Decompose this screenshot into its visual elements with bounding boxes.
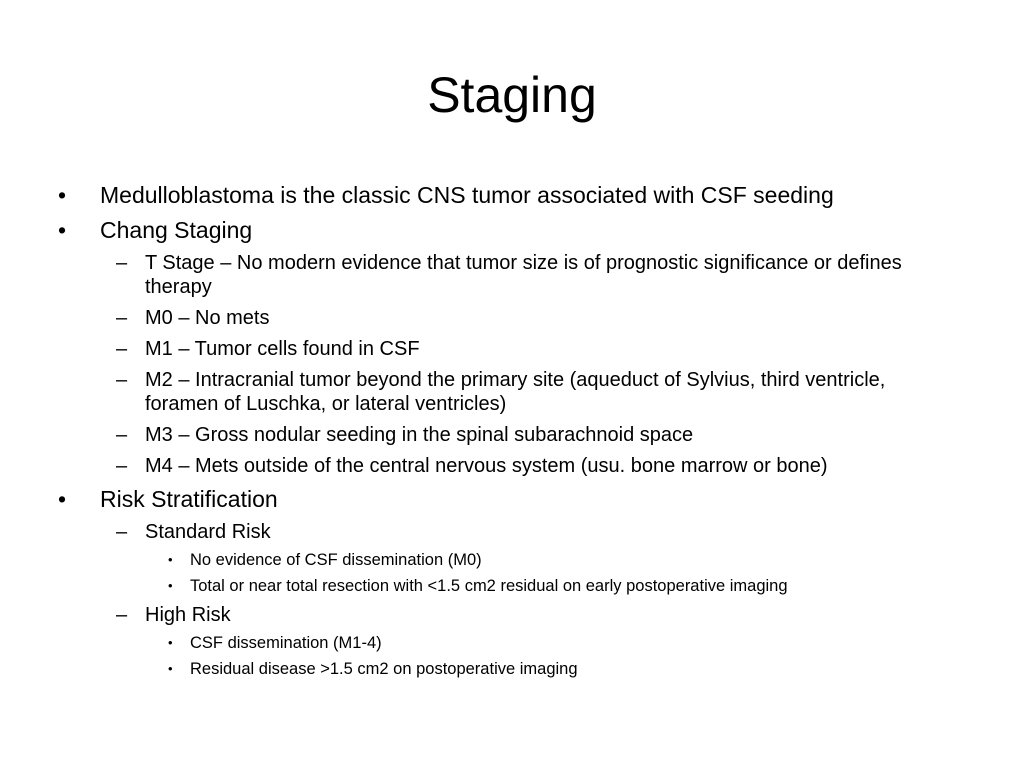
slide-title: Staging xyxy=(427,67,597,123)
sub-item-text: M1 – Tumor cells found in CSF xyxy=(145,338,420,360)
sub-sub-item-high-2 xyxy=(0,659,1024,679)
sub-sub-item-text: No evidence of CSF dissemination (M0) xyxy=(190,551,482,569)
sub-item-t-stage xyxy=(0,251,1024,299)
sub-item-text: T Stage – No modern evidence that tumor size is of prognostic significance or defines therapy xyxy=(145,252,902,298)
sub-item-m3 xyxy=(0,423,1024,447)
sub-item-text: Standard Risk xyxy=(145,521,271,543)
bullet-text: Risk Stratification xyxy=(100,486,278,512)
dash-marker: – xyxy=(116,521,128,543)
bullet-marker: • xyxy=(168,635,173,650)
sub-sub-item-text: CSF dissemination (M1-4) xyxy=(190,634,382,652)
dash-marker: – xyxy=(116,369,128,391)
dash-marker: – xyxy=(116,252,128,274)
bullet-text: Medulloblastoma is the classic CNS tumor associated with CSF seeding xyxy=(100,182,834,208)
bullet-marker: • xyxy=(168,578,173,593)
sub-item-high-risk xyxy=(0,603,1024,627)
bullet-marker: • xyxy=(58,486,67,512)
sub-item-m0 xyxy=(0,306,1024,330)
bullet-marker: • xyxy=(58,182,67,208)
dash-marker: – xyxy=(116,455,128,477)
bullet-risk-stratification xyxy=(0,482,1024,517)
dash-marker: – xyxy=(116,307,128,329)
slide-body xyxy=(0,178,1024,679)
sub-item-text: M2 – Intracranial tumor beyond the primary site (aqueduct of Sylvius, third ventricle, foramen of Luschka, or lateral ventricles) xyxy=(145,369,886,415)
dash-marker: – xyxy=(116,604,128,626)
bullet-marker: • xyxy=(168,552,173,567)
sub-item-text: M3 – Gross nodular seeding in the spinal subarachnoid space xyxy=(145,424,694,446)
sub-item-standard-risk xyxy=(0,520,1024,544)
sub-sub-item-standard-2 xyxy=(0,576,1024,596)
sub-item-text: M4 – Mets outside of the central nervous system (usu. bone marrow or bone) xyxy=(145,455,828,477)
bullet-marker: • xyxy=(58,217,67,243)
dash-marker: – xyxy=(116,338,128,360)
sub-item-m4 xyxy=(0,454,1024,478)
sub-sub-item-text: Total or near total resection with <1.5 cm2 residual on early postoperative imaging xyxy=(190,577,788,595)
sub-sub-item-high-1 xyxy=(0,633,1024,653)
bullet-text: Chang Staging xyxy=(100,217,253,243)
sub-item-text: High Risk xyxy=(145,604,231,626)
bullet-marker: • xyxy=(168,661,173,676)
sub-sub-item-text: Residual disease >1.5 cm2 on postoperative imaging xyxy=(190,660,578,678)
bullet-chang-staging xyxy=(0,213,1024,248)
sub-item-text: M0 – No mets xyxy=(145,307,270,329)
bullet-medulloblastoma xyxy=(0,178,1024,213)
sub-item-m1 xyxy=(0,337,1024,361)
sub-sub-item-standard-1 xyxy=(0,550,1024,570)
sub-item-m2 xyxy=(0,368,1024,416)
dash-marker: – xyxy=(116,424,128,446)
